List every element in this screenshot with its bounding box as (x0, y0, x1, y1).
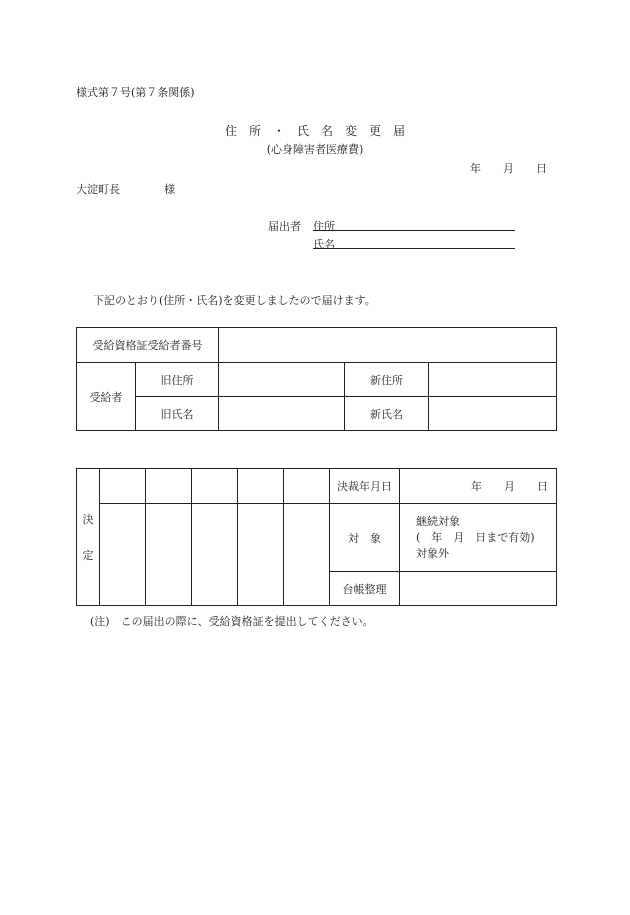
decision-date-value[interactable]: 年 月 日 (400, 469, 557, 504)
stamp-cell[interactable] (284, 504, 330, 606)
stamp-cell[interactable] (238, 504, 284, 606)
target-continue: 継続対象 (416, 514, 460, 528)
statement: 下記のとおり(住所・氏名)を変更しましたので届けます。 (93, 294, 376, 307)
stamp-header-cell (238, 469, 284, 504)
cert-number-label: 受給資格証受給者番号 (77, 328, 219, 363)
page-subtitle: (心身障害者医療費) (266, 143, 364, 156)
recipient-label: 受給者 (77, 363, 136, 431)
new-address-label: 新住所 (345, 363, 429, 397)
stamp-cell[interactable] (146, 504, 192, 606)
decision-char-1: 決 (82, 513, 94, 526)
recipient-table (76, 327, 557, 431)
target-label: 対 象 (330, 504, 400, 572)
stamp-cell[interactable] (192, 504, 238, 606)
old-name-label: 旧氏名 (136, 397, 219, 431)
new-name-label: 新氏名 (345, 397, 429, 431)
stamp-header-cell (100, 469, 146, 504)
old-address-field[interactable] (219, 363, 345, 397)
target-excluded: 対象外 (416, 546, 449, 560)
stamp-cell[interactable] (100, 504, 146, 606)
addressee: 大淀町長 様 (76, 183, 175, 196)
cert-number-field[interactable] (219, 328, 557, 363)
note: (注) この届出の際に、受給資格証を提出してください。 (90, 615, 374, 628)
stamp-header-cell (146, 469, 192, 504)
new-address-field[interactable] (429, 363, 557, 397)
old-name-field[interactable] (219, 397, 345, 431)
stamp-header-cell (284, 469, 330, 504)
old-address-label: 旧住所 (136, 363, 219, 397)
decision-label (77, 469, 100, 606)
target-valid-until: ( 年 月 日まで有効) (416, 530, 535, 544)
name-label: 氏名 (313, 238, 335, 251)
decision-char-2: 定 (82, 549, 94, 562)
decision-table (76, 468, 557, 606)
ledger-field[interactable] (400, 572, 557, 606)
address-field[interactable] (313, 230, 515, 231)
form-id: 様式第７号(第７条関係) (76, 86, 195, 99)
stamp-header-cell (192, 469, 238, 504)
target-options[interactable] (400, 504, 557, 572)
ledger-label: 台帳整理 (330, 572, 400, 606)
page-title: 住 所 ・ 氏 名 変 更 届 (224, 124, 405, 138)
name-field[interactable] (313, 248, 515, 249)
date-line: 年 月 日 (470, 162, 547, 175)
new-name-field[interactable] (429, 397, 557, 431)
decision-date-label: 決裁年月日 (330, 469, 400, 504)
address-label: 住所 (313, 220, 335, 233)
applicant-label: 届出者 (268, 220, 301, 233)
